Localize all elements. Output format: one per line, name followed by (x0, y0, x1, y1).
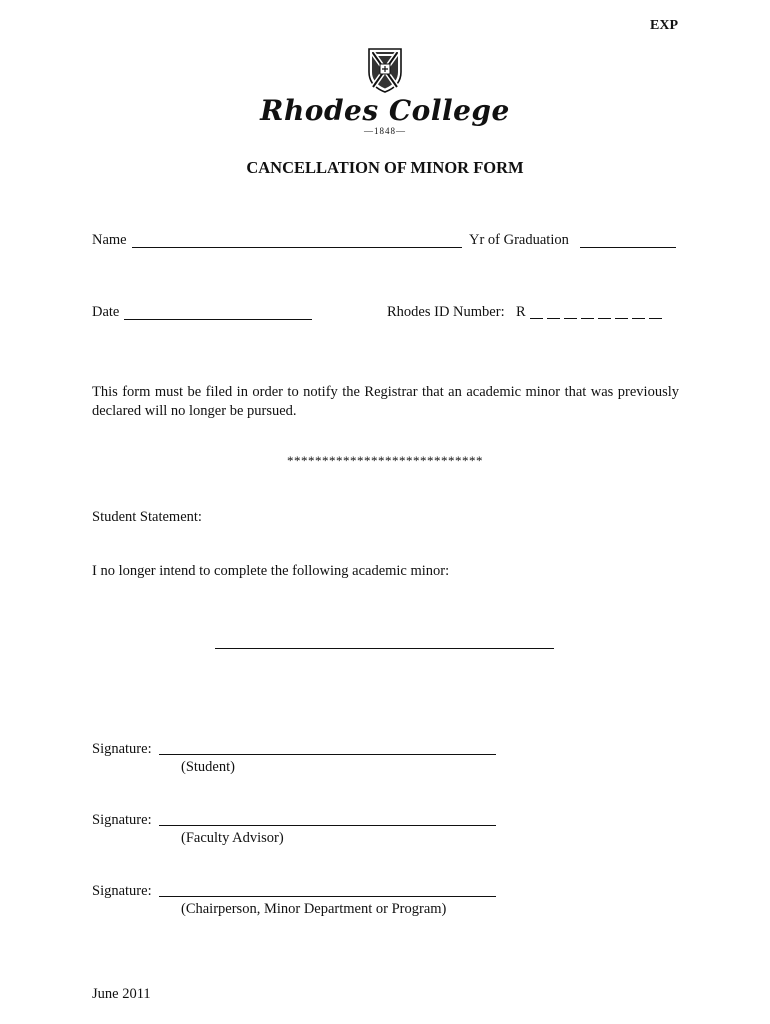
college-name: Rhodes College (260, 94, 510, 127)
minor-statement: I no longer intend to complete the following academic minor: (92, 563, 450, 579)
rhodes-id-label: Rhodes ID Number: (387, 304, 505, 320)
student-signature-label: Signature: (92, 741, 152, 757)
id-digit-blank (649, 308, 662, 319)
rhodes-id-field[interactable] (530, 306, 666, 324)
advisor-signature-field[interactable] (159, 825, 496, 826)
chair-signature-field[interactable] (159, 896, 496, 897)
id-digit-blank (564, 308, 577, 319)
id-digit-blank (598, 308, 611, 319)
student-statement-label: Student Statement: (92, 509, 202, 525)
date-label: Date (92, 304, 120, 320)
graduation-year-label: Yr of Graduation (469, 232, 569, 248)
date-field[interactable] (124, 319, 312, 320)
college-logo (0, 46, 770, 136)
id-digit-blank (632, 308, 645, 319)
form-revision-date: June 2011 (92, 986, 151, 1002)
student-signature-role: (Student) (181, 759, 235, 775)
form-title: CANCELLATION OF MINOR FORM (246, 158, 524, 177)
id-digit-blank (547, 308, 560, 319)
name-field[interactable] (132, 247, 462, 248)
form-instructions: This form must be filed in order to notify the Registrar that an academic minor that was previously declared will no longer be pursued. (92, 384, 679, 419)
advisor-signature-label: Signature: (92, 812, 152, 828)
form-code: EXP (650, 18, 678, 33)
graduation-year-field[interactable] (580, 247, 676, 248)
rhodes-id-prefix: R (516, 304, 526, 320)
id-digit-blank (581, 308, 594, 319)
id-digit-blank (530, 308, 543, 319)
academic-minor-field[interactable] (215, 648, 554, 649)
student-signature-field[interactable] (159, 754, 496, 755)
chair-signature-role: (Chairperson, Minor Department or Program) (181, 901, 447, 917)
name-label: Name (92, 232, 127, 248)
advisor-signature-role: (Faculty Advisor) (181, 830, 284, 846)
chair-signature-label: Signature: (92, 883, 152, 899)
separator: **************************** (287, 453, 483, 468)
college-founding-year: —1848— (364, 126, 406, 136)
id-digit-blank (615, 308, 628, 319)
college-crest-icon (365, 46, 405, 94)
